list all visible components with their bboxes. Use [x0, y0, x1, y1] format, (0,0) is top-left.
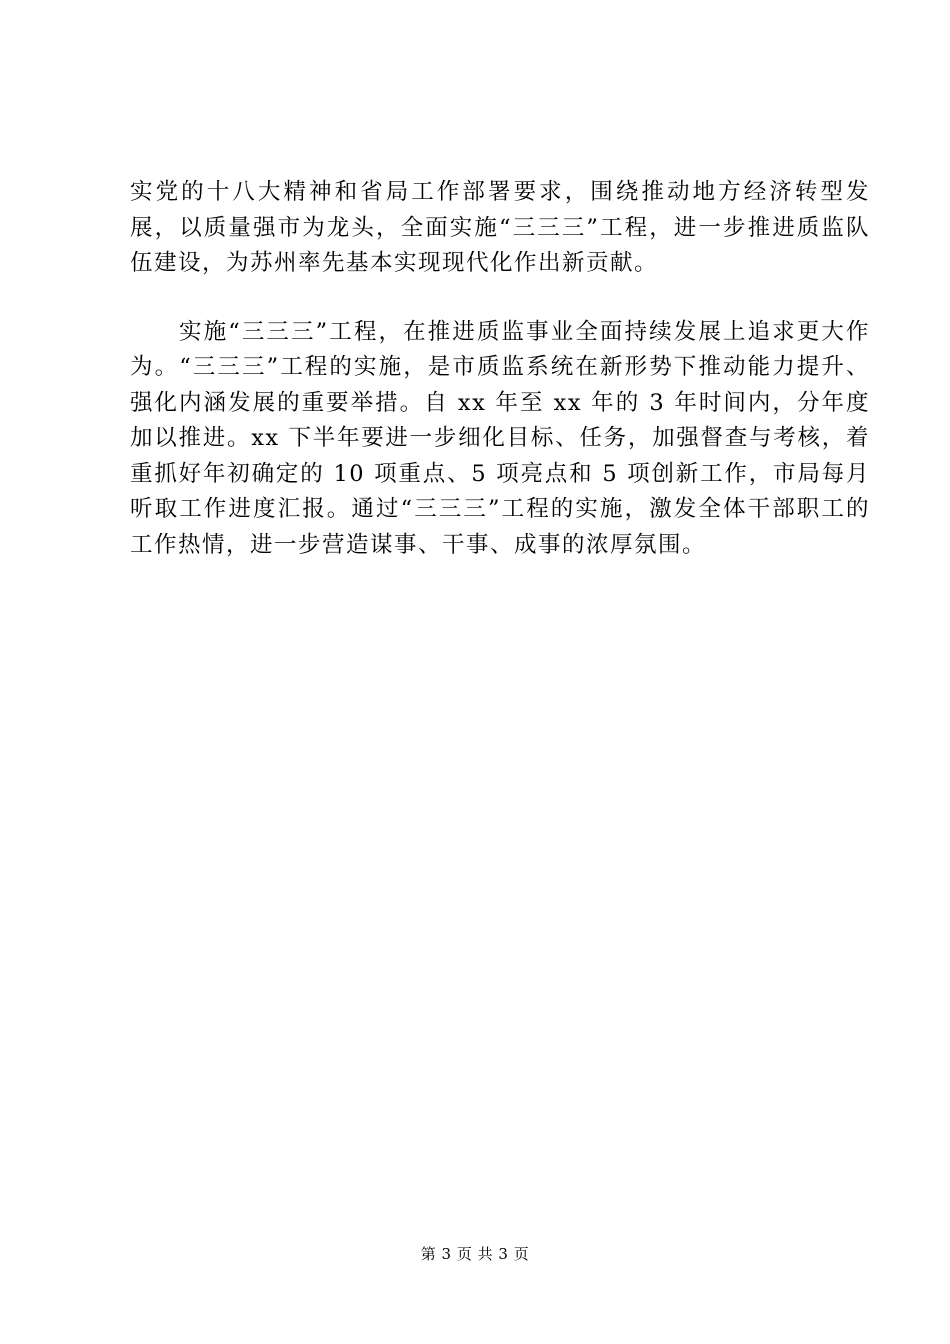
paragraph-three-three-three-project: 实施“三三三”工程，在推进质监事业全面持续发展上追求更大作为。“三三三”工程的实施，是市质监系统在新形势下推动能力提升、强化内涵发展的重要举措。自 xx 年至 xx 年的 3 年时间内，分年度加以推进。xx 下半年要进一步细化目标、任务，加强督查与考核，着重抓好年初确定的 10 项重点、5 项亮点和 5 项创新工作，市局每月听取工作进度汇报。通过“三三三”工程的实施，激发全体干部职工的工作热情，进一步营造谋事、干事、成事的浓厚氛围。: [130, 318, 870, 558]
document-body: [130, 175, 870, 563]
page-number-label: 第 3 页 共 3 页: [420, 1245, 530, 1263]
paragraph-continued: 实党的十八大精神和省局工作部署要求，围绕推动地方经济转型发展，以质量强市为龙头，全面实施“三三三”工程，进一步推进质监队伍建设，为苏州率先基本实现现代化作出新贡献。: [130, 179, 870, 276]
page-footer: [0, 1243, 950, 1265]
